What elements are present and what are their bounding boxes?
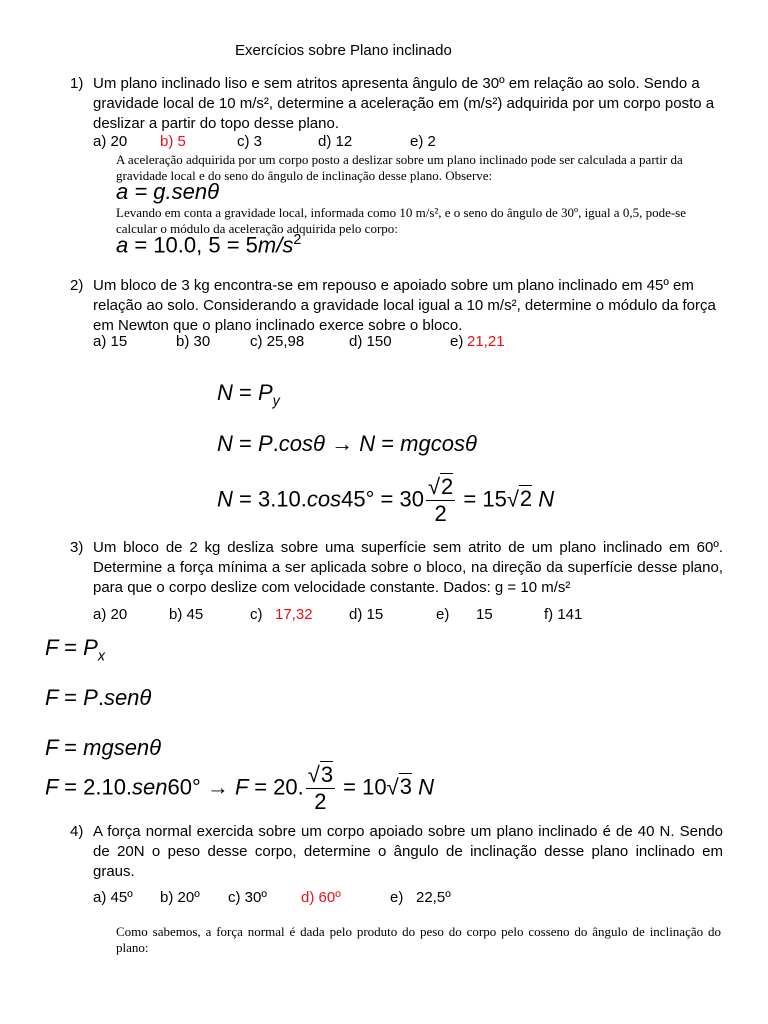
formula-acceleration: a = g.senθ (116, 179, 220, 204)
option-f: f) 141 (544, 606, 583, 623)
option-b-correct: b) 5 (160, 133, 186, 150)
option-b: b) 20º (160, 889, 200, 906)
question-number: 4) (70, 823, 84, 840)
option-e: 15 (476, 606, 493, 623)
option-a: a) 20 (93, 606, 128, 623)
formula-normal-value: N = 3.10.cos45° = 30 $\frac{√2}{2}$ = 15√2 N (217, 474, 555, 526)
option-d: d) 150 (349, 333, 392, 350)
option-c: c) 3 (237, 133, 263, 150)
option-b: b) 30 (176, 333, 211, 350)
formula-acceleration-value: a = 10.0, 5 = 5m/s$^2$ (116, 232, 302, 258)
option-e: 22,5º (416, 889, 451, 906)
question-text: Um bloco de 3 kg encontra-se em repouso e apoiado sobre um plano inclinado em 45º em relação ao solo. Considerando a gravidade local igual a 10 m/s², determine o módulo da força em Newton que o plano inclinado exerce sobre o bloco. (93, 277, 716, 334)
option-e-label: e) (450, 333, 464, 350)
question-text: A força normal exercida sobre um corpo apoiado sobre um plano inclinado é de 40 N. Sendo de 20N o peso desse corpo, determine o ângulo de inclinação desse plano inclinado em graus. (93, 823, 723, 880)
option-b: b) 45 (169, 606, 204, 623)
option-e: e) 2 (410, 133, 436, 150)
formula-force-sen: F = P.senθ (45, 685, 152, 710)
question-number: 2) (70, 277, 84, 294)
formula-force-value: F = 2.10.sen60° → F = 20. $\frac{√3}{2}$ = 10√3 N (45, 762, 434, 814)
question-number: 3) (70, 539, 84, 556)
explanation-text: A aceleração adquirida por um corpo posto a deslizar sobre um plano inclinado pode ser calculada a partir da gravidade local e do seno do ângulo de inclinação desse plano. Observe: (116, 152, 683, 183)
option-a: a) 20 (93, 133, 128, 150)
question-text: Um plano inclinado liso e sem atritos apresenta ângulo de 30º em relação ao solo. Sendo a gravidade local de 10 m/s², determine a aceleração em (m/s²) adquirida por um corpo posto a deslizar a partir do topo desse plano. (93, 75, 715, 132)
formula-force-mg: F = mgsenθ (45, 735, 162, 760)
formula-normal-cos: N = P.cosθ → N = mgcosθ (217, 431, 477, 456)
question-number: 1) (70, 75, 84, 92)
option-d: d) 12 (318, 133, 353, 150)
option-a: a) 45º (93, 889, 133, 906)
option-d-correct: d) 60º (301, 889, 341, 906)
option-e-label: e) (436, 606, 450, 623)
explanation-text: Levando em conta a gravidade local, informada como 10 m/s², e o seno do ângulo de 30º, igual a 0,5, pode-se calcular o módulo da aceleração adquirida pelo corpo: (116, 205, 687, 236)
formula-normal-py: $N = P_y$ (217, 380, 280, 410)
option-c-label: c) (250, 606, 263, 623)
option-d: d) 15 (349, 606, 384, 623)
option-e-label: e) (390, 889, 404, 906)
page-title: Exercícios sobre Plano inclinado (235, 42, 452, 59)
option-c: c) 25,98 (250, 333, 305, 350)
formula-force-px: $F = P_x$ (45, 635, 105, 665)
option-e-correct: 21,21 (467, 333, 505, 350)
question-text: Um bloco de 2 kg desliza sobre uma superfície sem atrito de um plano inclinado em 60º. Determine a força mínima a ser aplicada sobre o bloco, na direção da superfície desse plano, para que o corpo deslize com velocidade constante. Dados: g = 10 m/s² (93, 539, 723, 596)
explanation-text: Como sabemos, a força normal é dada pelo produto do peso do corpo pelo cosseno do ângulo de inclinação do plano: (116, 924, 721, 955)
option-c: c) 30º (228, 889, 267, 906)
option-a: a) 15 (93, 333, 128, 350)
option-c-correct: 17,32 (275, 606, 313, 623)
